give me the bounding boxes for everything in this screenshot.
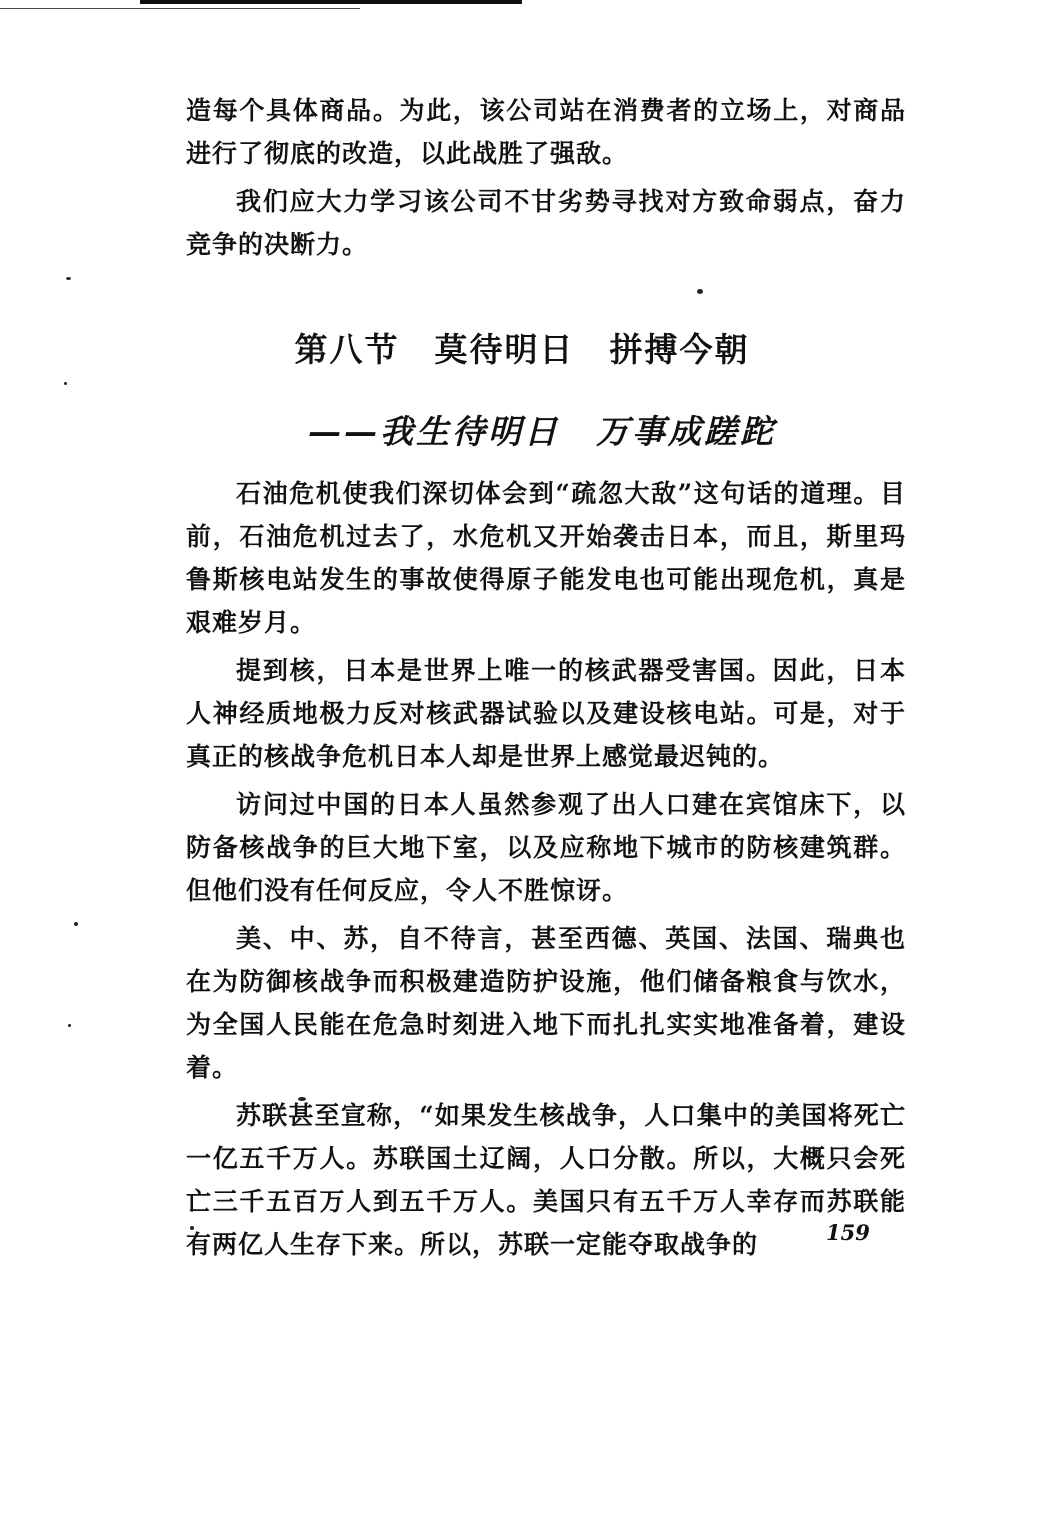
body-paragraph-4: 美、中、苏，自不待言，甚至西德、英国、法国、瑞典也在为防御核战争而积极建造防护设施，他们储备粮食与饮水，为全国人民能在危急时刻进入地下而扎扎实实地准备着，建设着。: [186, 924, 906, 1082]
continuation-block: [186, 89, 906, 266]
top-rule-thin: [0, 8, 360, 9]
scan-speck: [190, 1226, 194, 1230]
scan-speck: [74, 922, 78, 926]
scan-speck: [298, 1097, 306, 1101]
continuation-paragraph-2: 我们应大力学习该公司不甘劣势寻找对方致命弱点，奋力竞争的决断力。: [186, 187, 906, 259]
body-paragraph-2: 提到核，日本是世界上唯一的核武器受害国。因此，日本人神经质地极力反对核武器试验以及建设核电站。可是，对于真正的核战争危机日本人却是世界上感觉最迟钝的。: [186, 656, 906, 771]
section-body: [186, 472, 906, 1266]
section-title: 第八节 莫待明日 拼搏今朝: [294, 330, 750, 369]
scan-speck: [697, 289, 703, 294]
scan-speck: [64, 382, 67, 385]
continuation-paragraph-1: 造每个具体商品。为此，该公司站在消费者的立场上，对商品进行了彻底的改造，以此战胜了强敌。: [186, 96, 906, 168]
body-paragraph-5: 苏联甚至宣称，“如果发生核战争，人口集中的美国将死亡一亿五千万人。苏联国土辽阔，人口分散。所以，大概只会死亡三千五百万人到五千万人。美国只有五千万人幸存而苏联能有两亿人生存下来。所以，苏联一定能夺取战争的: [186, 1101, 906, 1259]
page-number: 159: [826, 1220, 870, 1245]
scan-speck: [66, 277, 71, 280]
body-paragraph-3: 访问过中国的日本人虽然参观了出人口建在宾馆床下，以防备核战争的巨大地下室，以及应称地下城市的防核建筑群。但他们没有任何反应，令人不胜惊讶。: [186, 790, 906, 905]
scan-speck: [68, 1024, 71, 1027]
top-rule: [140, 0, 522, 4]
body-paragraph-1: 石油危机使我们深切体会到“疏忽大敌”这句话的道理。目前，石油危机过去了，水危机又开始袭击日本，而且，斯里玛鲁斯核电站发生的事故使得原子能发电也可能出现危机，真是艰难岁月。: [186, 479, 906, 637]
section-subtitle: ——我生待明日 万事成蹉跎: [308, 412, 776, 451]
